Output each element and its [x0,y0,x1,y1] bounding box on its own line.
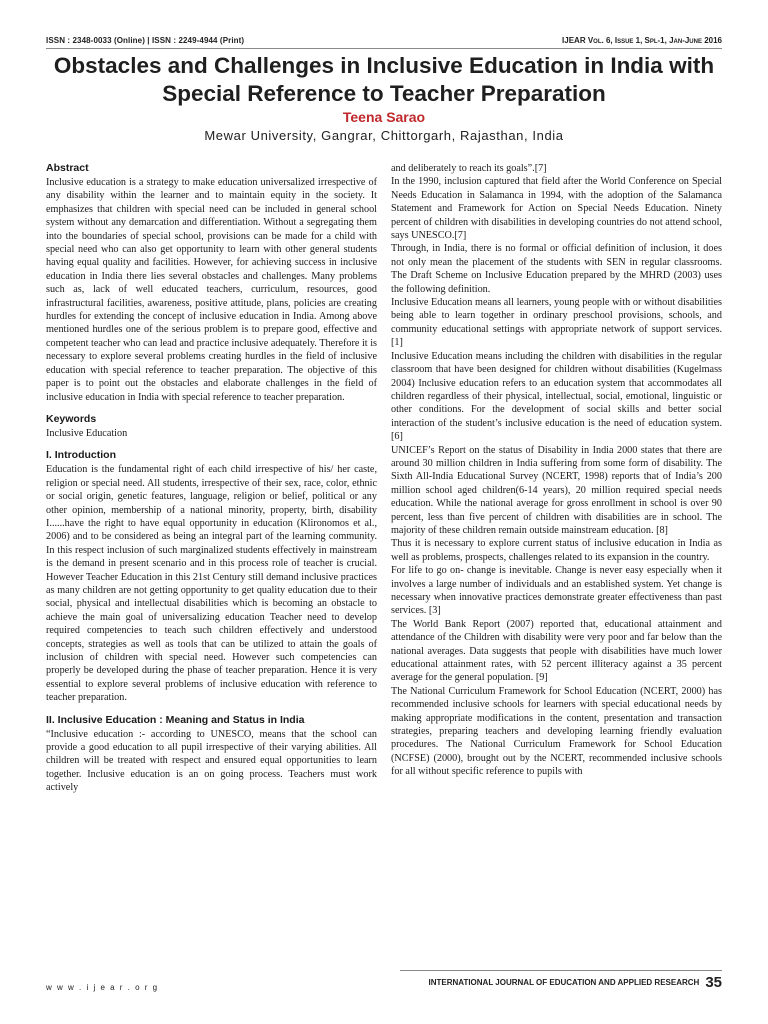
section2-text: “Inclusive education :- according to UNESCO, means that the school can provide a good education to all pupil irrespective of their varying abilities. All children will be treated with respect and ensured equal opportunities to learn together. Inclusive education is an on going process. Teachers must work actively [46,728,377,794]
paragraph: Thus it is necessary to explore current status of inclusive education in India as well as problems, prospects, challenges related to its expansion in the country. [391,538,722,563]
journal-reference-header: IJEAR Vol. 6, Issue 1, Spl-1, Jan-June 2016 [562,36,722,45]
abstract-text: Inclusive education is a strategy to make education universalized irrespective of any disability within the learner and to maintain equity in the society. It emphasizes that children with special need can be included in general school system without any demarcation and differentiation. Without a segregating them into the boundaries of special school, provisions can be made for a child with special need who can also get opportunity to learn with other general students having equal quality and facilities. However, for achieving success in inclusive education in India there lies several obstacles and challenges. Many problems such as, lack of well educated teachers, curriculum, resources, good infrastructural facilities, awareness, positive attitude, plans, policies are creating hurdles for extending the concept of inclusive education in India. Among above mentioned hurdles one of the serious problem is to prepare good, effective and competent teacher who can lead and practice inclusive adequately. Therefore it is necessary to explore several problems creating hurdles in the field of inclusive education with special reference to teacher preparation. The objective of this paper is to point out the obstacles and elaborate challenges in the field of inclusive education in India with special reference to teacher preparation. [46,177,377,403]
journal-name: INTERNATIONAL JOURNAL OF EDUCATION AND APPLIED RESEARCH [428,978,700,987]
footer-journal [428,974,722,991]
introduction-text: Education is the fundamental right of each child irrespective of his/ her caste, religion or special need. All students, irrespective of their sex, race, color, ethnic or social origin, genetic features, language, religion or belief, political or any other opinion, membership of a national minority, property, birth, disability I......have the right to have equal opportunity in education (Klironomos et al., 2006) and to be considered as being an integral part of the learning community. In this respect inclusion of such marginalized students effectively in mainstream is the demand in present scenario and in this process role of teacher is crucial. However Teacher Education in this 21st Century still demand inclusive practices as many children are not getting opportunity to get quality education due to their social, physical and intellectual disabilities which is becoming an obstacle to achieve the main goal of universalizing education Teacher need to develop required competencies to teach such children effectively and understood concepts, strategies as well as tools that can be utilized to attain the goals of inclusion of children with special need. However such competencies can properly be developed during the phase of teacher preparation. Hence it is very essential to explore several problems of inclusive education with reference to teacher preparation. [46,464,377,704]
keywords-text: Inclusive Education [46,427,128,439]
paragraph: Inclusive Education means all learners, young people with or without disabilities being able to learn together in ordinary preschool provisions, schools, and community educational settings with appropriate network of support services. [1] [391,297,722,349]
paragraph: In the 1990, inclusion captured that field after the World Conference on Special Needs Education in Salamanca in 1994, with the adoption of the Salamanca Statement and Framework for Action on Special Needs Education. Ninety percent of children with disabilities in developing countries do not attend school, says UNESCO.[7] [391,176,722,242]
paragraph: The World Bank Report (2007) reported that, educational attainment and attendance of the Children with disability were very poor and far below than the national averages. Data suggests that people with disabilities have much lower educational attainment rates, with 52 percent illiteracy against a 35 percent average for the general population. [9] [391,618,722,684]
paper-title: Obstacles and Challenges in Inclusive Education in India with Special Reference to Teacher Preparation [53,53,715,106]
issn-header: ISSN : 2348-0033 (Online) | ISSN : 2249-4944 (Print) [46,36,245,45]
author-affiliation: Mewar University, Gangrar, Chittorgarh, Rajasthan, India [204,128,564,143]
header-rule [46,48,722,49]
abstract-heading: Abstract [46,162,89,174]
paragraph: The National Curriculum Framework for School Education (NCERT, 2000) has recommended inclusive schools for learners with special educational needs by making appropriate modifications in the content, presentation and transaction strategies, preparing teachers and developing learning friendly evaluation procedures. The National Curriculum Framework for School Education (NCFSE) (2000), brought out by the NCERT, recommended inclusive schools for all without specific reference to pupils with [391,685,722,778]
section2-heading: II. Inclusive Education : Meaning and Status in India [46,713,305,726]
paragraph: For life to go on- change is inevitable. Change is never easy especially when it involves a large number of individuals and an established system. Yet change is necessary when innovative practices demonstrate greater effectiveness than past services. [3] [391,565,722,617]
paragraph: Through, in India, there is no formal or official definition of inclusion, it does not only mean the placement of the students with SEN in regular classrooms. The Draft Scheme on Inclusive Education prepared by the MHRD (2003) uses the following definition. [391,243,722,295]
keywords-heading: Keywords [46,412,97,425]
author-name: Teena Sarao [342,109,426,125]
introduction-heading: I. Introduction [46,449,116,462]
right-column [391,162,722,779]
website-link[interactable]: w w w . i j e a r . o r g [46,983,159,992]
left-column [46,162,377,795]
footer-rule [400,970,722,971]
paragraph: Inclusive Education means including the children with disabilities in the regular classroom that have been designed for children without disabilities (Kugelmass 2004) Inclusive education refers to an education system that accommodates all children regardless of their physical, intellectual, social, emotional, linguistic or other conditions. For the development of social skills and better social interaction of the student’s inclusive education is the need of education system. [6] [391,350,722,443]
paragraph: UNICEF’s Report on the status of Disability in India 2000 states that there are around 30 million children in India suffering from some form of disability. The Sixth All-India Educational Survey (NCERT, 1998) reports that of India’s 200 million school aged children(6-14 years), 20 million required special needs education. While the national average for gross enrollment in school is over 90 percent, less than five percent of children with disabilities are in school. The majority of these children remain outside mainstream education. [8] [391,444,722,536]
paragraph: and deliberately to reach its goals”.[7] [391,163,547,174]
page-number: 35 [705,974,722,991]
